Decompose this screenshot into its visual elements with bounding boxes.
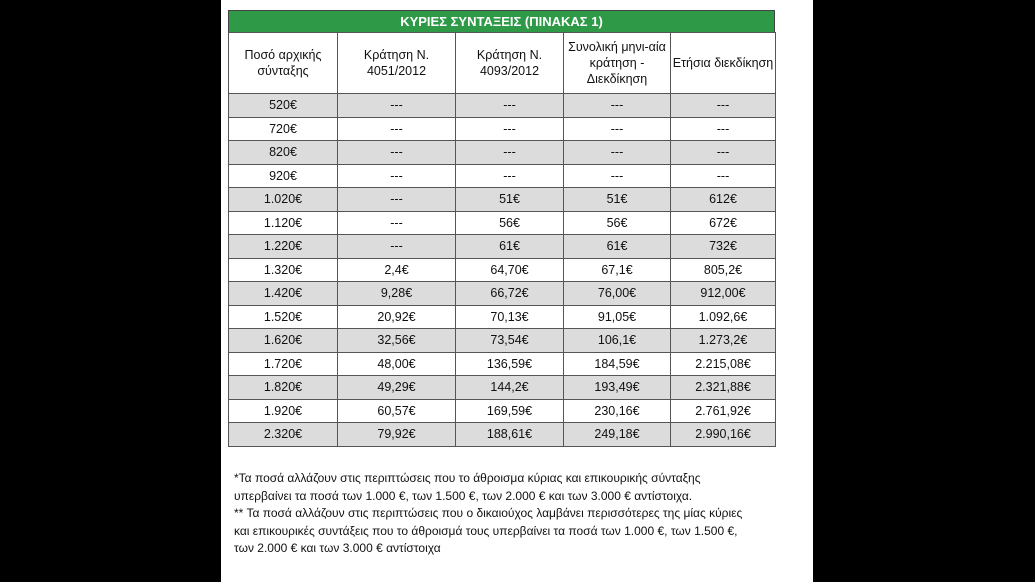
table-cell: 32,56€ [338, 329, 456, 353]
data-table [228, 32, 776, 447]
table-cell: 67,1€ [564, 258, 671, 282]
table-cell: 76,00€ [564, 282, 671, 306]
table-cell: --- [338, 211, 456, 235]
table-cell: 230,16€ [564, 399, 671, 423]
table-cell: 1.092,6€ [671, 305, 776, 329]
table-cell: 920€ [229, 164, 338, 188]
table-cell: 66,72€ [456, 282, 564, 306]
table-cell: --- [456, 117, 564, 141]
table-cell: 188,61€ [456, 423, 564, 447]
table-cell: 136,59€ [456, 352, 564, 376]
table-row [229, 423, 776, 447]
footnote-1: *Τα ποσά αλλάζουν στις περιπτώσεις που το άθροισμα κύριας και επικουρικής σύνταξης υπερβαίνει τα ποσά των 1.000 €, των 1.500 €, των 2.000 € και των 3.000 € αντίστοιχα. [234, 471, 701, 503]
table-cell: 2.321,88€ [671, 376, 776, 400]
table-cell: 805,2€ [671, 258, 776, 282]
table-cell: 1.120€ [229, 211, 338, 235]
header-annual-claim: Ετήσια διεκδίκηση [671, 33, 776, 94]
table-row [229, 376, 776, 400]
table-cell: --- [671, 117, 776, 141]
table-cell: 61€ [564, 235, 671, 259]
table-cell: 73,54€ [456, 329, 564, 353]
table-cell: 820€ [229, 141, 338, 165]
table-cell: --- [338, 94, 456, 118]
table-cell: 56€ [564, 211, 671, 235]
table-cell: 184,59€ [564, 352, 671, 376]
table-cell: --- [564, 141, 671, 165]
table-cell: 9,28€ [338, 282, 456, 306]
table-cell: 720€ [229, 117, 338, 141]
table-cell: 20,92€ [338, 305, 456, 329]
table-row [229, 94, 776, 118]
table-cell: --- [564, 117, 671, 141]
header-row [229, 33, 776, 94]
table-cell: 169,59€ [456, 399, 564, 423]
table-row [229, 188, 776, 212]
table-cell: 1.020€ [229, 188, 338, 212]
table-cell: 612€ [671, 188, 776, 212]
table-row [229, 211, 776, 235]
table-cell: --- [338, 188, 456, 212]
table-cell: 91,05€ [564, 305, 671, 329]
table-cell: --- [338, 141, 456, 165]
table-cell: --- [671, 164, 776, 188]
table-cell: 64,70€ [456, 258, 564, 282]
table-row [229, 305, 776, 329]
table-row [229, 399, 776, 423]
table-cell: 1.220€ [229, 235, 338, 259]
header-total-monthly: Συνολική μηνι-αία κράτηση - Διεκδίκηση [564, 33, 671, 94]
table-cell: 1.820€ [229, 376, 338, 400]
table-cell: 1.720€ [229, 352, 338, 376]
pension-table [228, 10, 775, 447]
table-cell: 49,29€ [338, 376, 456, 400]
table-row [229, 258, 776, 282]
table-cell: --- [456, 94, 564, 118]
table-cell: 2.990,16€ [671, 423, 776, 447]
table-row [229, 235, 776, 259]
footnotes [234, 470, 759, 558]
header-deduction-4093: Κράτηση Ν. 4093/2012 [456, 33, 564, 94]
table-cell: 1.273,2€ [671, 329, 776, 353]
footnote-2: ** Τα ποσά αλλάζουν στις περιπτώσεις που ο δικαιούχος λαμβάνει περισσότερες της μίας κύριες και επικουρικές συντάξεις που το άθροισμά τους υπερβαίνει τα ποσά των 1.000 €, των 1.500 €, των 2.000 € και των 3.000 € αντίστοιχα [234, 506, 743, 555]
header-deduction-4051: Κράτηση Ν. 4051/2012 [338, 33, 456, 94]
table-cell: 2,4€ [338, 258, 456, 282]
table-cell: 249,18€ [564, 423, 671, 447]
table-cell: 912,00€ [671, 282, 776, 306]
table-row [229, 117, 776, 141]
table-cell: --- [456, 164, 564, 188]
table-cell: --- [338, 235, 456, 259]
table-cell: 106,1€ [564, 329, 671, 353]
table-cell: 60,57€ [338, 399, 456, 423]
table-cell: 56€ [456, 211, 564, 235]
table-cell: 672€ [671, 211, 776, 235]
table-cell: 51€ [564, 188, 671, 212]
table-cell: --- [338, 164, 456, 188]
table-cell: --- [456, 141, 564, 165]
table-cell: 144,2€ [456, 376, 564, 400]
table-row [229, 282, 776, 306]
table-cell: 79,92€ [338, 423, 456, 447]
table-row [229, 329, 776, 353]
table-cell: 70,13€ [456, 305, 564, 329]
table-row [229, 352, 776, 376]
table-cell: 51€ [456, 188, 564, 212]
table-cell: 732€ [671, 235, 776, 259]
document-page [221, 0, 813, 582]
table-row [229, 164, 776, 188]
table-cell: 1.420€ [229, 282, 338, 306]
table-cell: 61€ [456, 235, 564, 259]
table-cell: 2.215,08€ [671, 352, 776, 376]
table-cell: --- [671, 141, 776, 165]
table-cell: 48,00€ [338, 352, 456, 376]
table-cell: 1.320€ [229, 258, 338, 282]
table-cell: 2.761,92€ [671, 399, 776, 423]
table-row [229, 141, 776, 165]
table-cell: 2.320€ [229, 423, 338, 447]
table-title: ΚΥΡΙΕΣ ΣΥΝΤΑΞΕΙΣ (ΠΙΝΑΚΑΣ 1) [228, 10, 775, 32]
table-cell: --- [564, 94, 671, 118]
table-cell: --- [564, 164, 671, 188]
table-cell: 193,49€ [564, 376, 671, 400]
table-cell: 1.520€ [229, 305, 338, 329]
table-cell: 1.620€ [229, 329, 338, 353]
table-cell: 1.920€ [229, 399, 338, 423]
header-initial-pension: Ποσό αρχικής σύνταξης [229, 33, 338, 94]
table-cell: --- [338, 117, 456, 141]
table-cell: 520€ [229, 94, 338, 118]
table-cell: --- [671, 94, 776, 118]
